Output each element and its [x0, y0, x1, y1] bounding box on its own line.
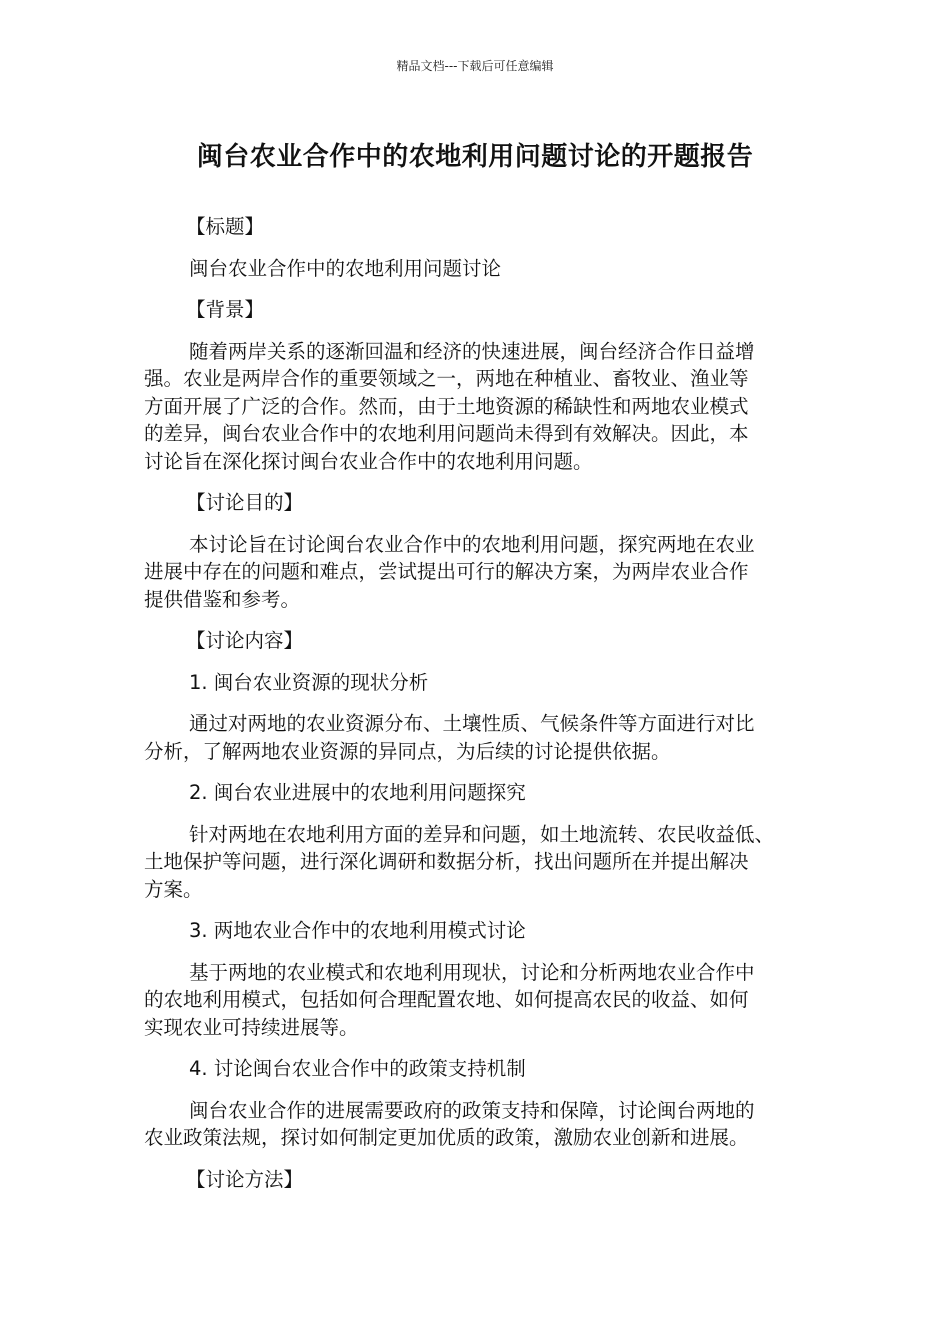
paragraph-line: 提供借鉴和参考。 — [144, 587, 301, 611]
paragraph-line: 强。农业是两岸合作的重要领域之一，两地在种植业、畜牧业、渔业等 — [144, 367, 749, 390]
document-title: 闽台农业合作中的农地利用问题讨论的开题报告 — [196, 142, 754, 172]
content-item-2-paragraph — [144, 821, 804, 904]
content-item-4-title: 4. 讨论闽台农业合作中的政策支持机制 — [189, 1057, 526, 1080]
paragraph-line: 实现农业可持续进展等。 — [144, 1015, 359, 1039]
paragraph-line: 土地保护等问题，进行深化调研和数据分析，找出问题所在并提出解决 — [144, 850, 749, 873]
paragraph-line: 方案。 — [144, 877, 203, 901]
purpose-paragraph — [144, 531, 804, 614]
content-item-3-title: 3. 两地农业合作中的农地利用模式讨论 — [189, 919, 526, 942]
paragraph-line: 分析，了解两地农业资源的异同点，为后续的讨论提供依据。 — [144, 739, 671, 763]
paragraph-line: 方面开展了广泛的合作。然而，由于土地资源的稀缺性和两地农业模式 — [144, 394, 749, 418]
content-item-1-paragraph — [144, 710, 804, 765]
section-heading-content: 【讨论内容】 — [186, 629, 304, 652]
content-item-3-paragraph — [144, 959, 804, 1042]
paragraph-line: 本讨论旨在讨论闽台农业合作中的农地利用问题，探究两地在农业 — [189, 532, 755, 556]
section-heading-purpose: 【讨论目的】 — [186, 491, 304, 514]
document-body — [144, 213, 804, 1193]
page-header: 精品文档---下载后可任意编辑 — [396, 59, 554, 73]
title-text: 闽台农业合作中的农地利用问题讨论 — [189, 256, 502, 280]
content-item-4-paragraph — [144, 1097, 804, 1152]
paragraph-line: 针对两地在农地利用方面的差异和问题，如土地流转、农民收益低、 — [189, 822, 775, 846]
paragraph-line: 闽台农业合作的进展需要政府的政策支持和保障，讨论闽台两地的 — [189, 1098, 755, 1122]
paragraph-line: 进展中存在的问题和难点，尝试提出可行的解决方案，为两岸农业合作 — [144, 560, 749, 583]
content-item-1-title: 1. 闽台农业资源的现状分析 — [189, 670, 429, 694]
section-heading-method: 【讨论方法】 — [186, 1167, 304, 1191]
paragraph-line: 通过对两地的农业资源分布、土壤性质、气候条件等方面进行对比 — [189, 712, 755, 735]
paragraph-line: 随着两岸关系的逐渐回温和经济的快速进展，闽台经济合作日益增 — [189, 339, 755, 363]
paragraph-line: 农业政策法规，探讨如何制定更加优质的政策，激励农业创新和进展。 — [144, 1126, 749, 1149]
section-heading-title: 【标题】 — [186, 215, 265, 238]
content-item-2-title: 2. 闽台农业进展中的农地利用问题探究 — [189, 781, 526, 804]
paragraph-line: 讨论旨在深化探讨闽台农业合作中的农地利用问题。 — [144, 449, 593, 473]
background-paragraph — [144, 338, 804, 476]
paragraph-line: 的差异，闽台农业合作中的农地利用问题尚未得到有效解决。因此，本 — [144, 422, 749, 445]
paragraph-line: 的农地利用模式，包括如何合理配置农地、如何提高农民的收益、如何 — [144, 988, 749, 1011]
paragraph-line: 基于两地的农业模式和农地利用现状，讨论和分析两地农业合作中 — [189, 960, 755, 984]
section-heading-background: 【背景】 — [186, 298, 265, 321]
